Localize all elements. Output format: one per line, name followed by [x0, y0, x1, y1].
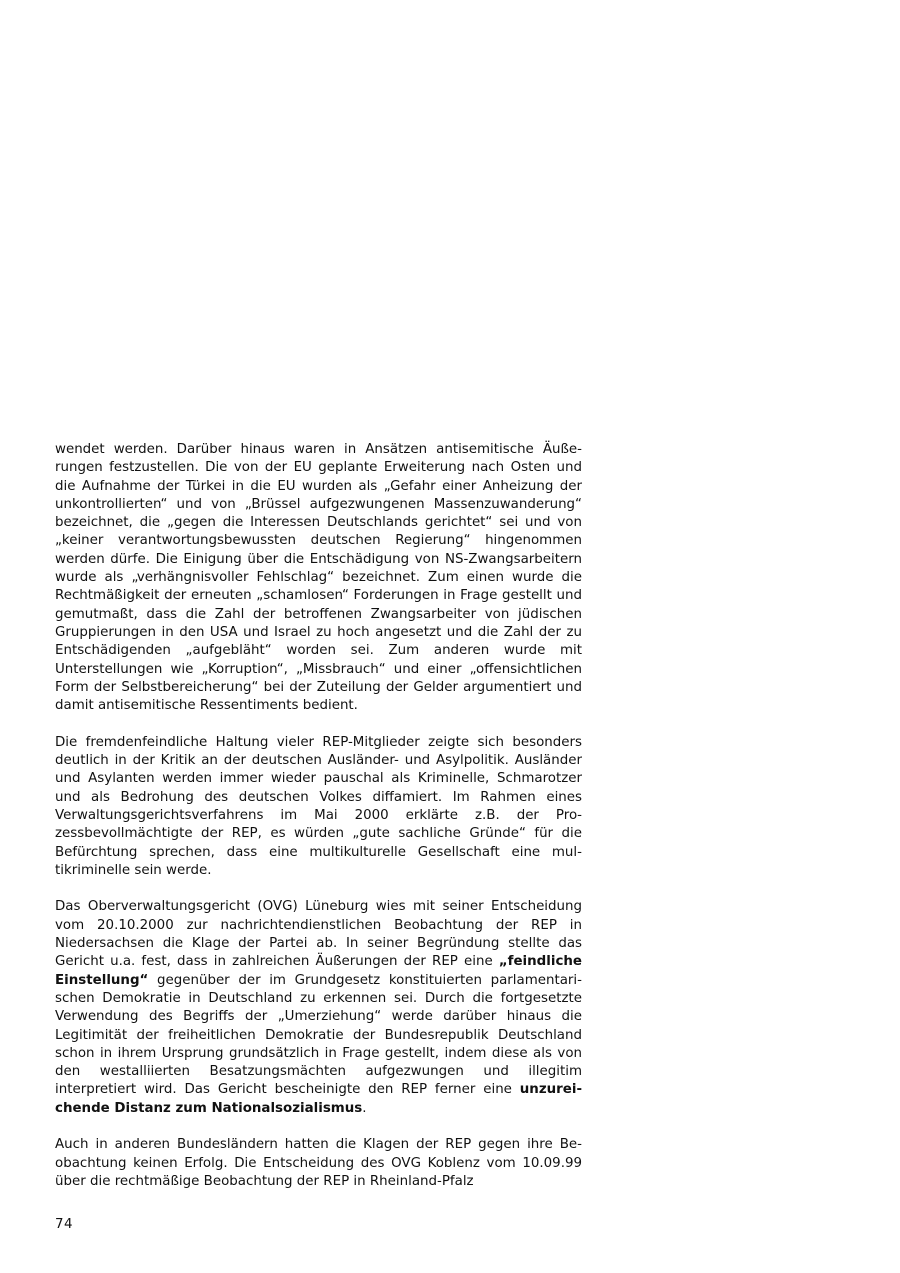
emphasis-unzureichende-distanz: unzureichende Distanz zum Nationalsozialismus — [55, 1082, 582, 1116]
paragraph-1 — [55, 441, 582, 715]
page-number: 74 — [55, 1217, 74, 1232]
emphasis-feindliche-einstellung: „feindliche Einstellung“ — [55, 954, 582, 988]
paragraph-text: wendet werden. Darüber hinaus waren in Ansätzen antisemitische Äußerungen festzustellen. Die von der EU geplante Erweiterung nach Osten und die Aufnahme der Türkei in die EU wurden als „Gefahr einer Anheizung der unkontrollierten“ und von „Brüssel aufgezwungenen Massenzuwanderung“ bezeichnet, die „gegen die Interessen Deutschlands gerichtet“ sei und von „keiner verantwortungsbewussten deutschen Regierung“ hingenommen werden dürfe. Die Einigung über die Entschädigung von NS-Zwangsarbeitern wurde als „verhängnisvoller Fehlschlag“ bezeichnet. Zum einen wurde die Rechtmäßigkeit der erneuten „schamlosen“ Forderungen in Frage gestellt und gemutmaßt, dass die Zahl der betroffenen Zwangsarbeiter von jüdischen Gruppierungen in den USA und Israel zu hoch angesetzt und die Zahl der zu Entschädigenden „aufgebläht“ worden sei. Zum anderen wurde mit Unterstellungen wie „Korruption“, „Missbrauch“ und einer „offensichtlichen Form der Selbstbereicherung“ bei der Zuteilung der Gelder argumentiert und damit antisemitische Ressentiments bedient. — [55, 442, 582, 714]
paragraph-text: . — [362, 1100, 367, 1116]
body-text — [55, 441, 582, 1191]
paragraph-text: gegenüber der im Grundgesetz konstituierten parlamentarischen Demokratie in Deutschland zu erkennen sei. Durch die fortgesetzte Verwendung des Begriffs der „Umerziehung“ werde darüber hinaus die Legitimität der freiheitlichen Demokratie der Bundesrepublik Deutschland schon in ihrem Ursprung grundsätzlich in Frage gestellt, indem diese als von den westalliierten Besatzungsmächten aufgezwungen und illegitim interpretiert wird. Das Gericht bescheinigte den REP ferner eine — [55, 972, 582, 1098]
paragraph-3 — [55, 898, 582, 1118]
paragraph-text: Das Oberverwaltungsgericht (OVG) Lüneburg wies mit seiner Entscheidung vom 20.10.2000 zur nachrichtendienstlichen Beobachtung der REP in Niedersachsen die Klage der Partei ab. In seiner Begründung stellte das Gericht u.a. fest, dass in zahlreichen Äußerungen der REP eine — [55, 899, 582, 970]
paragraph-2 — [55, 734, 582, 880]
paragraph-4 — [55, 1136, 582, 1191]
paragraph-text: Die fremdenfeindliche Haltung vieler REP-Mitglieder zeigte sich besonders deutlich in der Kritik an der deutschen Ausländer- und Asylpolitik. Ausländer und Asylanten werden immer wieder pauschal als Kriminelle, Schmarotzer und als Bedrohung des deutschen Volkes diffamiert. Im Rahmen eines Verwaltungsgerichtsverfahrens im Mai 2000 erklärte z.B. der Prozessbevollmächtigte der REP, es würden „gute sachliche Gründe“ für die Befürchtung sprechen, dass eine multikulturelle Gesellschaft eine multikriminelle sein werde. — [55, 734, 582, 878]
paragraph-text: Auch in anderen Bundesländern hatten die Klagen der REP gegen ihre Beobachtung keinen Erfolg. Die Entscheidung des OVG Koblenz vom 10.09.99 über die rechtmäßige Beobachtung der REP in Rheinland-Pfalz — [55, 1137, 582, 1189]
